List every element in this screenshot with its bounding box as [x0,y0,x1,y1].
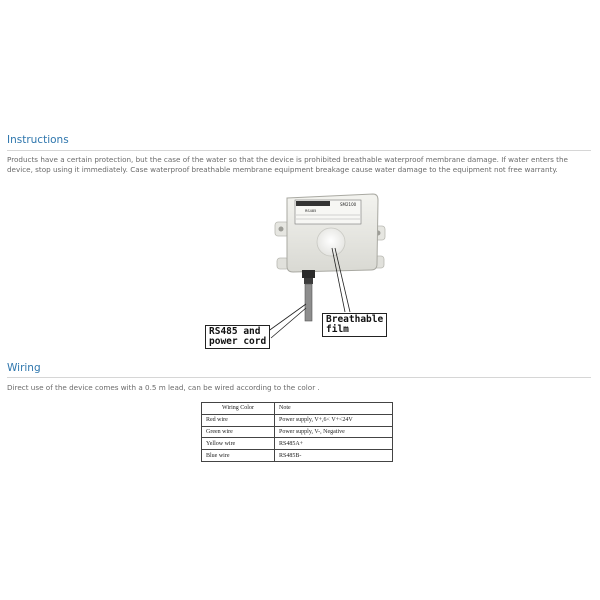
wire-color-cell: Red wire [202,414,275,426]
label-model-text: RS485 [305,209,317,213]
rs485-power-cord-callout: RS485 and power cord [205,325,270,349]
wiring-heading: Wiring [7,362,41,374]
table-row [202,438,393,450]
wire-note-cell: RS485B- [275,450,393,462]
instructions-divider [7,150,591,151]
breathable-film-callout: Breathable film [322,313,387,337]
label-brand-text: SM2100 [340,202,357,207]
header-note: Note [275,403,393,415]
cable-gland [302,270,315,278]
wire-color-cell: Yellow wire [202,438,275,450]
breathable-film [317,228,345,256]
instructions-heading: Instructions [7,134,69,146]
table-row [202,426,393,438]
table-row [202,414,393,426]
table-row [202,450,393,462]
instructions-text: Products have a certain protection, but the case of the water so that the device is prohibited breathable waterproof membrane damage. If water enters the device, stop using it immediately. Case waterproof breathable membrane equipment breakage cause water damage to the equipment not free warranty. [7,155,568,174]
wiring-text: Direct use of the device comes with a 0.5 m lead, can be wired according to the color . [7,383,320,392]
table-header-row [202,403,393,415]
wiring-table [201,402,393,462]
wire-color-cell: Blue wire [202,450,275,462]
wire-color-cell: Green wire [202,426,275,438]
cable-pointer-line [267,304,306,332]
cable [305,284,312,321]
header-wiring-color: Wiring Color [202,403,275,415]
wire-note-cell: RS485A+ [275,438,393,450]
wiring-divider [7,377,591,378]
wire-note-cell: Power supply, V+,6< V+<24V [275,414,393,426]
wire-note-cell: Power supply, V-, Negative [275,426,393,438]
